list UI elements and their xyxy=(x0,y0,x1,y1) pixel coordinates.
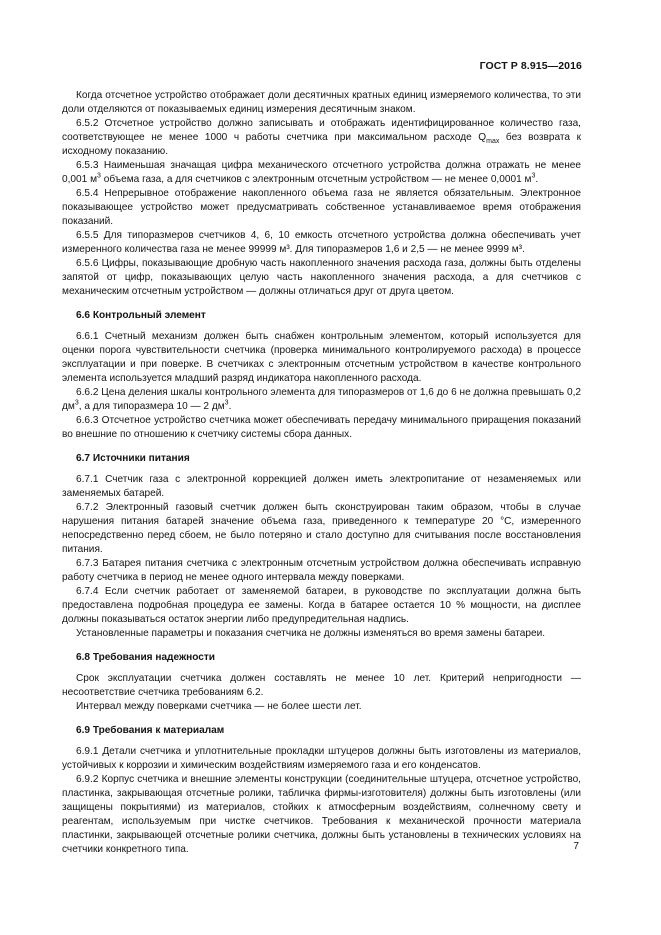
paragraph-decimal-fractions: Когда отсчетное устройство отображает доли десятичных кратных единиц измеряемого количества, то эти доли отделяются от показываемых единиц измерения десятичным знаком. xyxy=(62,90,581,115)
document-standard-id: ГОСТ Р 8.915—2016 xyxy=(479,60,582,72)
paragraph-6-6-2 xyxy=(62,386,581,414)
text-segment: без возврата к исходному показанию. xyxy=(62,132,581,157)
paragraph-6-6-1: 6.6.1 Счетный механизм должен быть снабжен контрольным элементом, который используется для оценки порога чувствительности счетчика (проверка минимального контролируемого расхода) в процессе эксплуатации и при поверке. В счетчиках с электронным отсчетным устройством в качестве контрольного элемента используется младший разряд индикатора накопленного расхода. xyxy=(62,331,581,384)
paragraph-6-6-3: 6.6.3 Отсчетное устройство счетчика может обеспечивать передачу минимального приращения показаний во внешние по отношению к счетчику системы сбора данных. xyxy=(62,415,581,440)
paragraph-battery-replacement: Установленные параметры и показания счетчика не должны изменяться во время замены батареи. xyxy=(76,628,546,639)
text-segment: . xyxy=(535,174,539,185)
paragraph-6-9-2: 6.9.2 Корпус счетчика и внешние элементы конструкции (соединительные штуцера, отсчетное устройство, пластинка, закрывающая отсчетные ролики, табличка фирмы-изготовителя) должны быть изготовлены (или защищены покрытиями) из материалов, стойких к атмосферным воздействиям, солнечному свету и реагентам, используемым при чистке счетчиков. Требования к механической прочности материала пластинки, закрывающей отсчетные ролики счетчика, должны быть установлены в технических условиях на счетчики конкретного типа. xyxy=(62,774,581,855)
text-segment: . xyxy=(228,401,232,412)
text-segment: 6.5.3 Наименьшая значащая цифра механического отсчетного устройства должна отражать не менее 0,001 м xyxy=(62,160,581,185)
paragraph-6-7-3: 6.7.3 Батарея питания счетчика с электронным отсчетным устройством должна обеспечивать исправную работу счетчика в период не менее одного интервала между поверками. xyxy=(62,558,581,583)
paragraph-6-7-2: 6.7.2 Электронный газовый счетчик должен быть сконструирован таким образом, чтобы в случае нарушения питания батарей значение объема газа, приведенного к температуре 20 °С, измеренного непосредственно перед сбоем, не было потеряно и стало доступно для считывания после восстановления питания. xyxy=(62,502,581,555)
section-heading-6-7: 6.7 Источники питания xyxy=(76,453,190,464)
section-heading-6-9: 6.9 Требования к материалам xyxy=(76,725,225,736)
text-segment: объема газа, а для счетчиков с электронным отсчетным устройством — не менее 0,0001 м xyxy=(100,174,532,185)
paragraph-6-5-3 xyxy=(62,159,581,187)
paragraph-verification-interval: Интервал между поверками счетчика — не более шести лет. xyxy=(76,701,362,712)
paragraph-service-life: Срок эксплуатации счетчика должен составлять не менее 10 лет. Критерий непригодности — несоответствие счетчика требованиям 6.2. xyxy=(62,673,581,698)
paragraph-6-7-1: 6.7.1 Счетчик газа с электронной коррекцией должен иметь электропитание от незаменяемых или заменяемых батарей. xyxy=(62,474,581,499)
superscript: 3 xyxy=(74,399,79,407)
paragraph-6-5-6: 6.5.6 Цифры, показывающие дробную часть накопленного значения расхода газа, должны быть отделены запятой от цифр, показывающих целую часть накопленного значения расхода, а для счетчиков с механическим отсчетным устройством — должны отличаться друг от друга цветом. xyxy=(62,258,581,297)
paragraph-6-5-4: 6.5.4 Непрерывное отображение накопленного объема газа не является обязательным. Электронное показывающее устройство может предусматривать собственное устанавливаемое время отображения показаний. xyxy=(62,188,581,227)
superscript: 3 xyxy=(224,399,229,407)
superscript: 3 xyxy=(531,172,536,180)
section-heading-6-6: 6.6 Контрольный элемент xyxy=(76,310,206,321)
text-segment: , а для типоразмера 10 — 2 дм xyxy=(78,401,225,412)
superscript: 3 xyxy=(97,172,101,180)
paragraph-6-5-5: 6.5.5 Для типоразмеров счетчиков 4, 6, 10 емкость отсчетного устройства должна обеспечивать учет измеренного количества газа не менее 99999 м³. Для типоразмеров 1,6 и 2,5 — не менее 9999 м³. xyxy=(62,230,581,255)
subscript: max xyxy=(486,138,500,146)
text-segment: 6.6.2 Цена деления шкалы контрольного элемента для типоразмеров от 1,6 до 6 не должна превышать 0,2 дм xyxy=(62,387,581,412)
paragraph-6-9-1: 6.9.1 Детали счетчика и уплотнительные прокладки штуцеров должны быть изготовлены из материалов, устойчивых к коррозии и химическим воздействиям измеряемого газа и его конденсатов. xyxy=(62,746,581,771)
section-heading-6-8: 6.8 Требования надежности xyxy=(76,652,215,663)
paragraph-6-7-4: 6.7.4 Если счетчик работает от заменяемой батареи, в руководстве по эксплуатации должна быть предоставлена подробная процедура ее замены. Когда в батарее остается 10 % мощности, на дисплее должны показываться остаток энергии либо предупредительная надпись. xyxy=(62,586,581,625)
document-body xyxy=(62,89,581,857)
paragraph-6-5-2 xyxy=(62,117,581,159)
page-number: 7 xyxy=(573,841,579,852)
text-segment: 6.5.2 Отсчетное устройство должно записывать и отображать идентифицированное количество газа, соответствующее не менее 1000 ч работы счетчика при максимальном расходе Q xyxy=(62,118,581,143)
